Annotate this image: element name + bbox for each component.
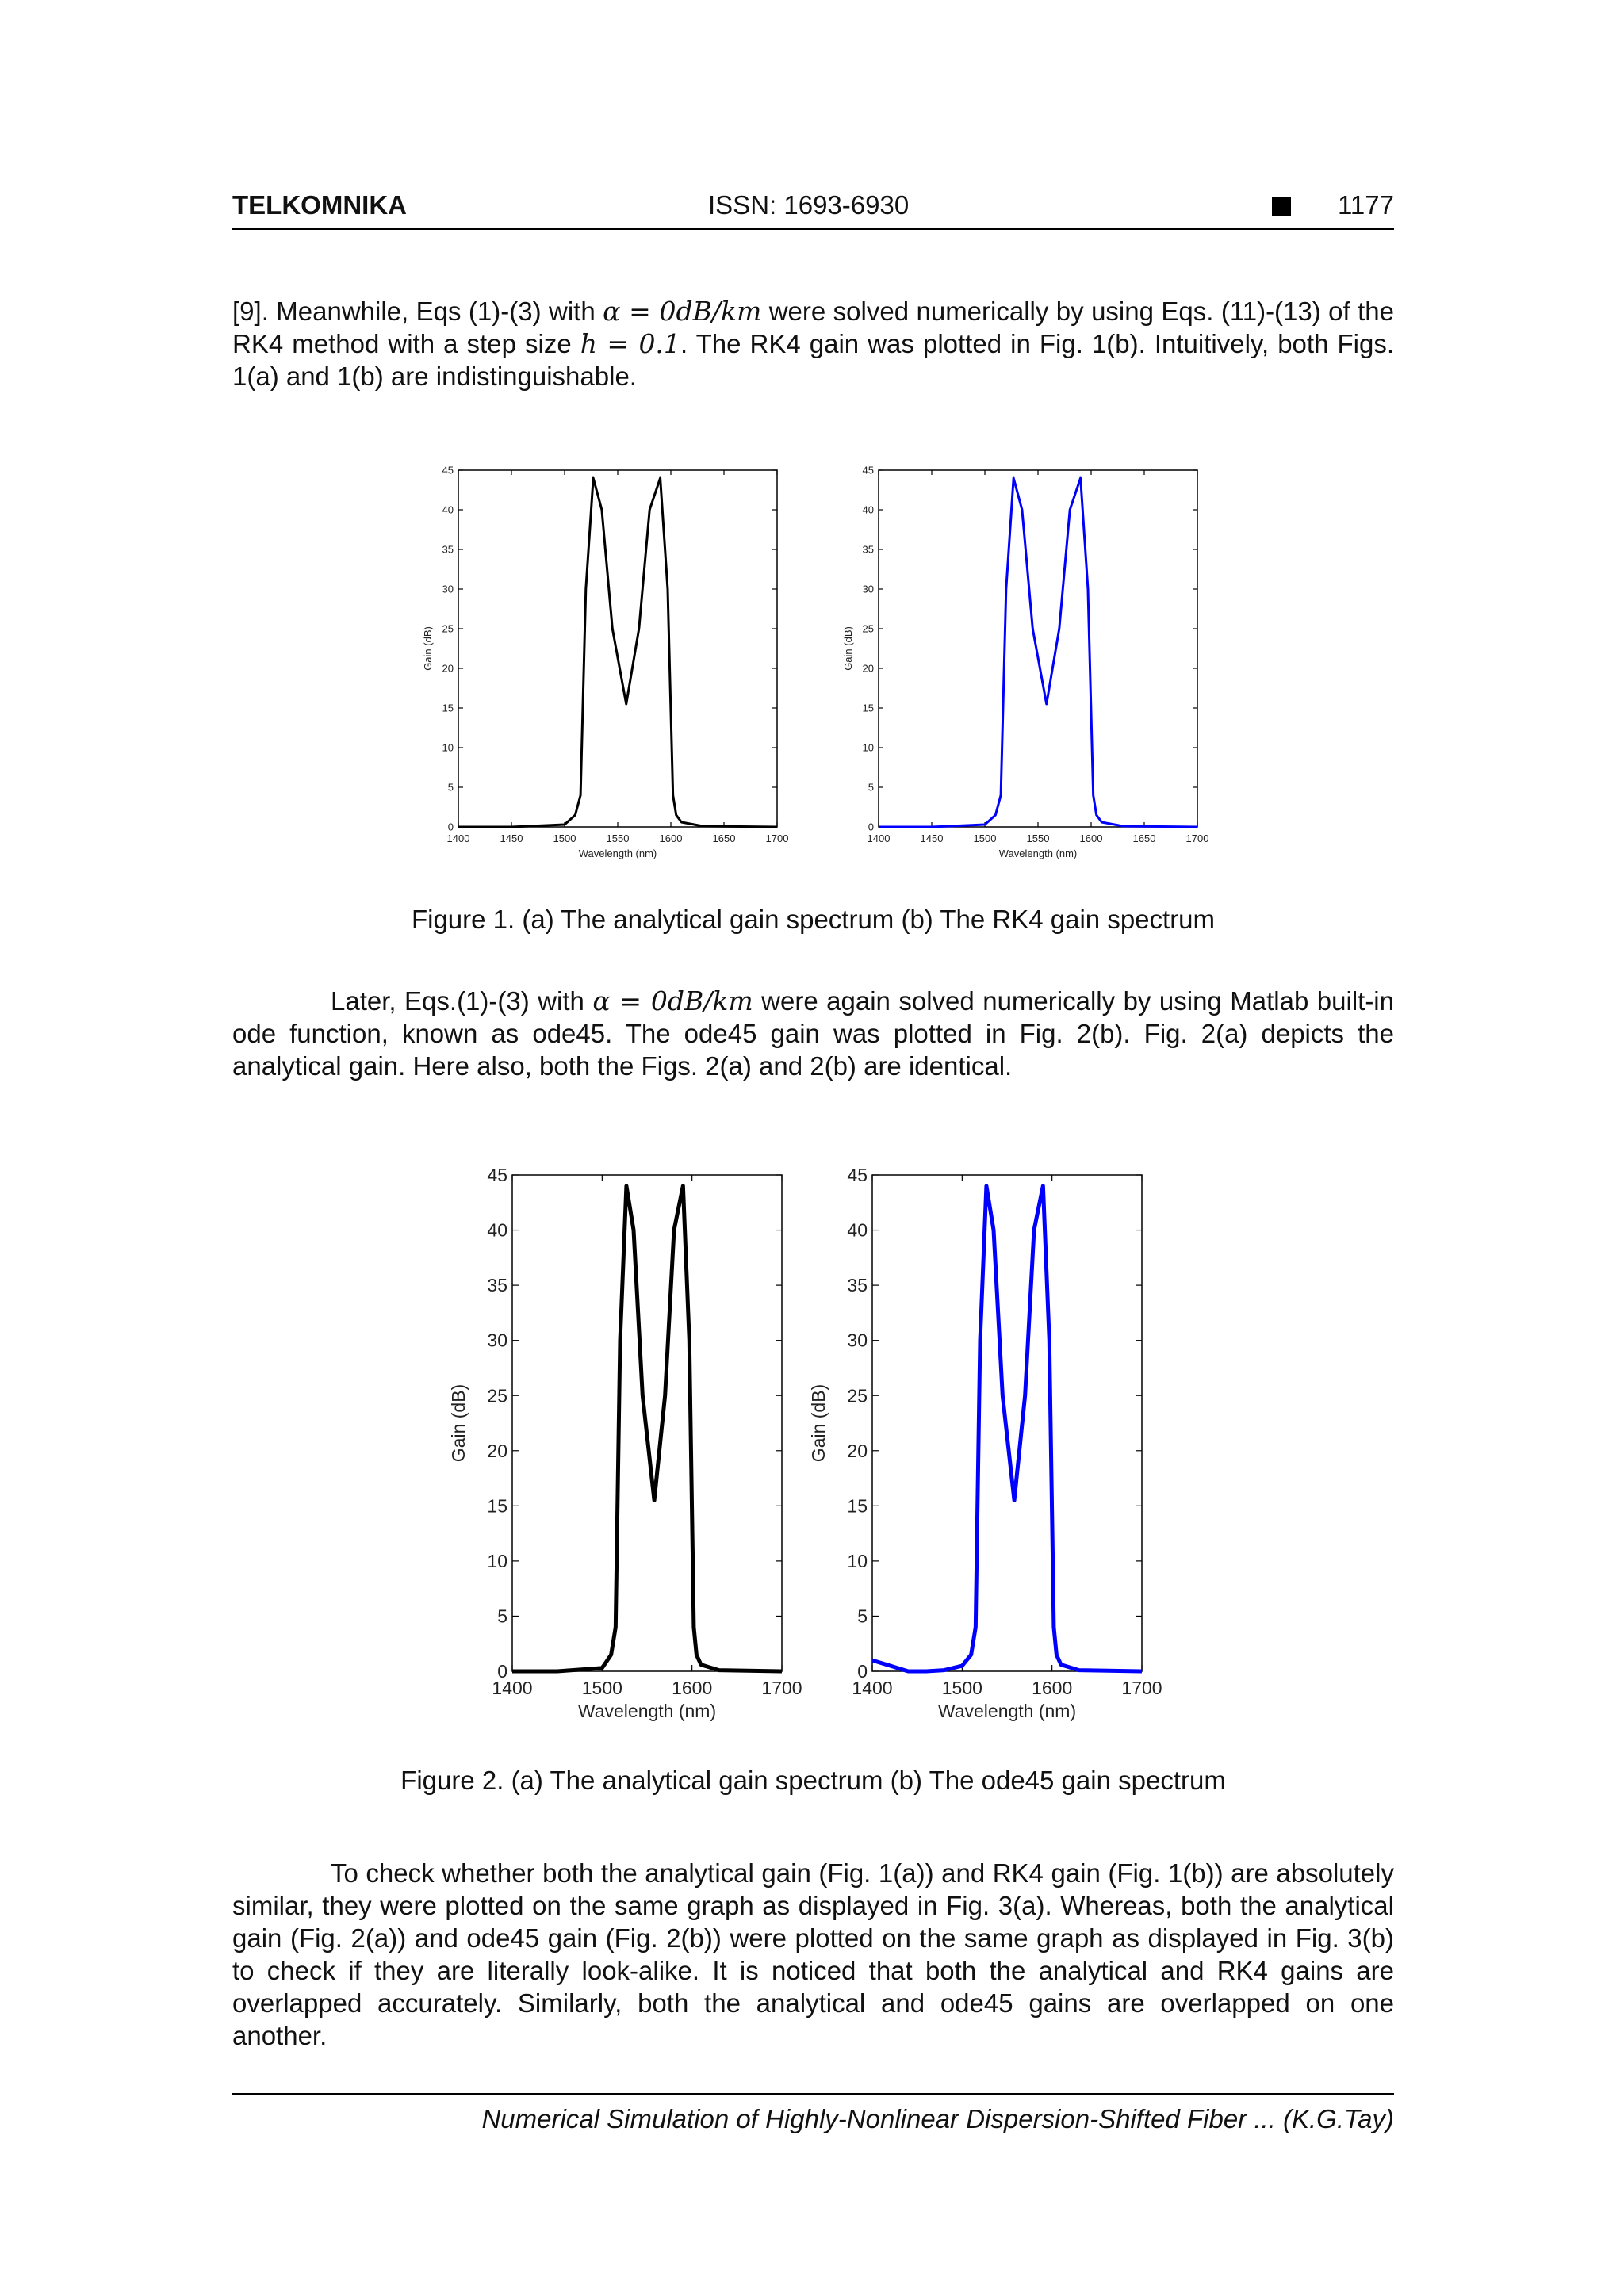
x-tick-label: 1400 bbox=[446, 832, 470, 844]
p1-text-b: were solved numerically by using Eqs. (11)-(13) of the RK4 method with a step size bbox=[232, 297, 1394, 358]
p1-text-a: [9]. Meanwhile, Eqs (1)-(3) with bbox=[232, 297, 603, 326]
y-tick-label: 45 bbox=[862, 464, 874, 476]
x-tick-label: 1400 bbox=[492, 1678, 533, 1698]
p2-math-alpha: α = 0dB/km bbox=[592, 985, 753, 1016]
y-axis-label: Gain (dB) bbox=[842, 626, 855, 671]
x-axis-label: Wavelength (nm) bbox=[578, 848, 657, 859]
y-tick-label: 5 bbox=[868, 781, 874, 794]
x-tick-label: 1400 bbox=[867, 832, 891, 844]
x-tick-label: 1600 bbox=[659, 832, 683, 844]
gain-series-line bbox=[879, 478, 1197, 827]
figure-1a bbox=[412, 456, 793, 868]
y-tick-label: 30 bbox=[487, 1330, 508, 1351]
x-tick-label: 1700 bbox=[1121, 1678, 1162, 1698]
x-tick-label: 1600 bbox=[672, 1678, 713, 1698]
x-tick-label: 1650 bbox=[1132, 832, 1156, 844]
figure-1-caption: Figure 1. (a) The analytical gain spectrum (b) The RK4 gain spectrum bbox=[411, 905, 1216, 934]
chart-fig2a bbox=[444, 1158, 809, 1728]
y-tick-label: 25 bbox=[442, 622, 454, 635]
x-axis-label: Wavelength (nm) bbox=[577, 1701, 717, 1721]
y-tick-label: 20 bbox=[862, 662, 874, 675]
x-tick-label: 1450 bbox=[920, 832, 944, 844]
issn: ISSN: 1693-6930 bbox=[708, 190, 910, 220]
paragraph-1 bbox=[232, 295, 1394, 392]
figure-2-caption: Figure 2. (a) The analytical gain spectrum (b) The ode45 gain spectrum bbox=[400, 1766, 1226, 1795]
chart-fig1a bbox=[412, 456, 793, 868]
x-tick-label: 1550 bbox=[1026, 832, 1050, 844]
x-tick-label: 1700 bbox=[765, 832, 789, 844]
page-number: 1177 bbox=[1338, 190, 1394, 220]
y-tick-label: 35 bbox=[862, 543, 874, 556]
figure-1b bbox=[833, 456, 1213, 868]
axes-frame bbox=[879, 470, 1197, 827]
figure-2b bbox=[804, 1158, 1169, 1728]
y-tick-label: 10 bbox=[862, 741, 874, 754]
x-tick-label: 1650 bbox=[712, 832, 736, 844]
gain-series-line bbox=[512, 1186, 782, 1671]
figure-2a bbox=[444, 1158, 809, 1728]
x-tick-label: 1550 bbox=[606, 832, 630, 844]
y-tick-label: 15 bbox=[847, 1495, 868, 1517]
x-tick-label: 1450 bbox=[500, 832, 523, 844]
y-tick-label: 5 bbox=[857, 1605, 868, 1627]
x-tick-label: 1600 bbox=[1079, 832, 1103, 844]
page-header bbox=[232, 190, 1394, 230]
y-tick-label: 35 bbox=[442, 543, 454, 556]
y-tick-label: 25 bbox=[847, 1385, 868, 1406]
y-tick-label: 5 bbox=[497, 1605, 508, 1627]
x-axis-label: Wavelength (nm) bbox=[937, 1701, 1077, 1721]
p1-math-alpha: α = 0dB/km bbox=[603, 296, 762, 327]
y-tick-label: 20 bbox=[442, 662, 454, 675]
x-tick-label: 1500 bbox=[581, 1678, 622, 1698]
y-tick-label: 25 bbox=[862, 622, 874, 635]
page-footer: Numerical Simulation of Highly-Nonlinear Dispersion-Shifted Fiber ... (K.G.Tay) bbox=[232, 2093, 1394, 2134]
y-tick-label: 5 bbox=[447, 781, 454, 794]
y-tick-label: 10 bbox=[847, 1550, 868, 1571]
x-tick-label: 1500 bbox=[553, 832, 576, 844]
y-tick-label: 10 bbox=[442, 741, 454, 754]
y-tick-label: 45 bbox=[442, 464, 454, 476]
y-tick-label: 20 bbox=[487, 1440, 508, 1461]
y-tick-label: 20 bbox=[847, 1440, 868, 1461]
journal-name: TELKOMNIKA bbox=[232, 190, 407, 220]
y-tick-label: 0 bbox=[868, 821, 874, 833]
y-tick-label: 30 bbox=[862, 583, 874, 595]
y-tick-label: 15 bbox=[442, 702, 454, 714]
y-tick-label: 15 bbox=[862, 702, 874, 714]
x-tick-label: 1400 bbox=[852, 1678, 893, 1698]
p1-text-c: . The RK4 gain was plotted in Fig. 1(b). Intuitively, both Figs. 1(a) and 1(b) are indistinguishable. bbox=[232, 329, 1395, 391]
chart-fig1b bbox=[833, 456, 1213, 868]
y-tick-label: 40 bbox=[487, 1219, 508, 1241]
y-tick-label: 0 bbox=[447, 821, 454, 833]
y-axis-label: Gain (dB) bbox=[808, 1383, 829, 1463]
p2-text-b: were again solved numerically by using Matlab built-in ode function, known as ode45. The ode45 gain was plotted in Fig. 2(b). Fig. 2(a) depicts the analytical gain. Here also, both the Figs. 2(a) and 2(b) are identical. bbox=[232, 986, 1394, 1081]
x-tick-label: 1700 bbox=[1185, 832, 1209, 844]
p1-math-h: h = 0.1 bbox=[580, 328, 680, 359]
y-tick-label: 45 bbox=[487, 1165, 508, 1186]
x-tick-label: 1500 bbox=[973, 832, 997, 844]
y-tick-label: 45 bbox=[847, 1165, 868, 1186]
axes-frame bbox=[458, 470, 777, 827]
y-tick-label: 30 bbox=[847, 1330, 868, 1351]
y-axis-label: Gain (dB) bbox=[422, 626, 435, 671]
y-tick-label: 35 bbox=[487, 1275, 508, 1296]
square-icon bbox=[1272, 197, 1291, 216]
y-tick-label: 0 bbox=[497, 1661, 508, 1682]
x-tick-label: 1500 bbox=[941, 1678, 982, 1698]
x-tick-label: 1700 bbox=[761, 1678, 802, 1698]
y-tick-label: 30 bbox=[442, 583, 454, 595]
y-tick-label: 40 bbox=[442, 503, 454, 516]
x-tick-label: 1600 bbox=[1032, 1678, 1073, 1698]
y-tick-label: 0 bbox=[857, 1661, 868, 1682]
paragraph-3: To check whether both the analytical gain (Fig. 1(a)) and RK4 gain (Fig. 1(b)) are absolutely similar, they were plotted on the same graph as displayed in Fig. 3(a). Whereas, both the analytical gain (Fig. 2(a)) and ode45 gain (Fig. 2(b)) were plotted on the same graph as displayed in Fig. 3(b) to check if they are literally look-alike. It is noticed that both the analytical and RK4 gains are overlapped accurately. Similarly, both the analytical and ode45 gains are overlapped on one another. bbox=[232, 1858, 1394, 2050]
gain-series-line bbox=[872, 1186, 1142, 1671]
y-tick-label: 15 bbox=[487, 1495, 508, 1517]
y-axis-label: Gain (dB) bbox=[448, 1383, 469, 1463]
p2-text-a: Later, Eqs.(1)-(3) with bbox=[331, 986, 593, 1016]
y-tick-label: 25 bbox=[487, 1385, 508, 1406]
x-axis-label: Wavelength (nm) bbox=[998, 848, 1078, 859]
gain-series-line bbox=[458, 478, 777, 827]
chart-fig2b bbox=[804, 1158, 1169, 1728]
paragraph-2 bbox=[232, 985, 1394, 1082]
y-tick-label: 35 bbox=[847, 1275, 868, 1296]
y-tick-label: 10 bbox=[487, 1550, 508, 1571]
y-tick-label: 40 bbox=[847, 1219, 868, 1241]
y-tick-label: 40 bbox=[862, 503, 874, 516]
